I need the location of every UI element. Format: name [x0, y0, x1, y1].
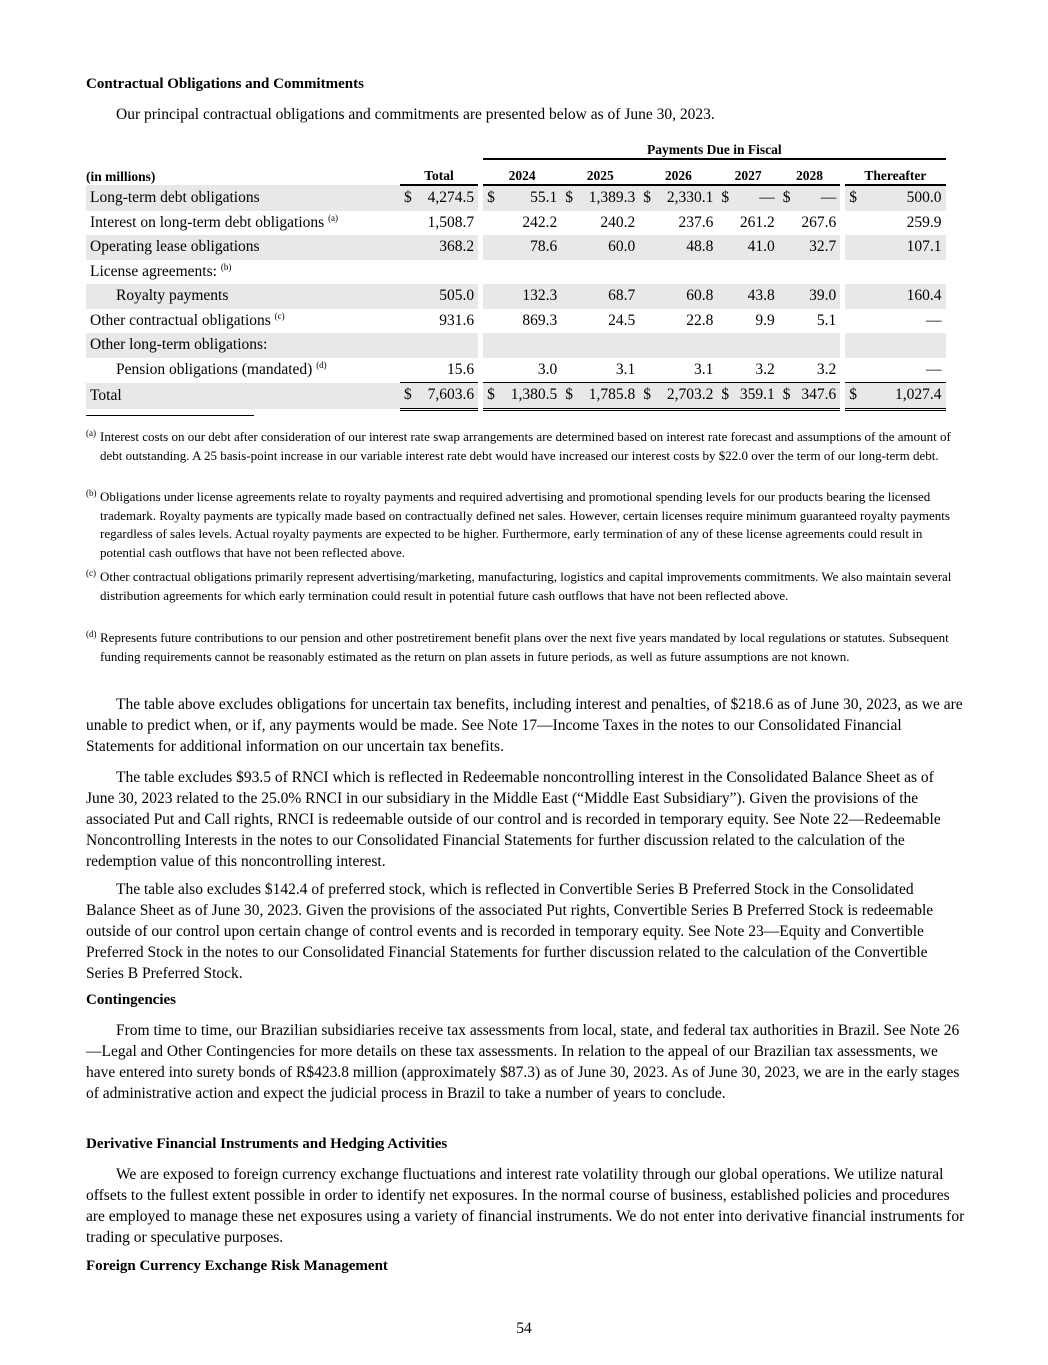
table-cell [400, 260, 478, 285]
section-heading: Derivative Financial Instruments and Hedging Activities [86, 1136, 448, 1152]
currency-symbol: $ [643, 386, 652, 404]
intro-paragraph: Our principal contractual obligations and commitments are presented below as of June 30, 2023. [116, 106, 715, 123]
currency-symbol: $ [721, 189, 730, 207]
cell-value: 68.7 [608, 287, 636, 305]
currency-symbol: $ [782, 189, 791, 207]
table-cell [561, 211, 639, 236]
currency-symbol: $ [782, 386, 791, 404]
footnote-text: Interest costs on our debt after consideration of our interest rate swap arrangements are determined based on interest rate forecast and assumptions of the amount of debt outstanding. A 25 basis-point increase in our variable interest rate debt would have increased our interest costs by $22.0 over the term of our long-term debt. [100, 429, 951, 463]
row-label [86, 309, 400, 334]
table-cell [845, 235, 945, 260]
row-label-text: Other long-term obligations: [90, 336, 268, 354]
cell-value: 1,380.5 [510, 386, 558, 404]
footnote-ref: (c) [274, 311, 285, 322]
table-cell [561, 333, 639, 358]
table-cell [639, 185, 717, 211]
row-label [86, 235, 400, 260]
row-label [86, 185, 400, 211]
row-label-text: Other contractual obligations [90, 312, 271, 330]
cell-value: 3.2 [755, 360, 775, 378]
footnote-text: Other contractual obligations primarily represent advertising/marketing, manufacturing, logistics and capital improvements commitments. We also maintain several distribution agreements for which early termination could result in potential future cash outflows that have not been reflected above. [100, 569, 952, 603]
row-label-text: Pension obligations (mandated) [116, 361, 313, 379]
cell-value: 3.0 [537, 360, 558, 378]
table-row [86, 260, 962, 285]
cell-value: 43.8 [747, 287, 775, 305]
page-number: 54 [516, 1320, 532, 1337]
table-cell [400, 284, 478, 309]
cell-value: 505.0 [439, 287, 475, 305]
row-label [86, 260, 400, 285]
table-cell [779, 333, 840, 358]
cell-value: 261.2 [739, 213, 775, 231]
table-cell [717, 211, 778, 236]
table-cell [400, 309, 478, 334]
row-label [86, 358, 400, 383]
cell-value: 242.2 [522, 213, 558, 231]
cell-value: 7,603.6 [427, 386, 475, 404]
currency-symbol: $ [487, 386, 495, 404]
table-cell [561, 260, 639, 285]
group-header-row [86, 134, 962, 159]
cell-value: 500.0 [906, 189, 942, 207]
table-row [86, 185, 962, 211]
table-cell [845, 358, 945, 383]
footnote [86, 428, 966, 465]
cell-value: 1,027.4 [895, 386, 942, 404]
currency-symbol: $ [565, 189, 573, 207]
cell-value: — [759, 189, 775, 207]
cell-value: 240.2 [600, 213, 636, 231]
cell-value: 3.1 [615, 360, 636, 378]
table-cell [400, 333, 478, 358]
cell-value: 5.1 [816, 311, 837, 329]
column-header: 2025 [561, 159, 639, 186]
table-cell [639, 333, 717, 358]
cell-value: 347.6 [801, 386, 837, 404]
row-label [86, 333, 400, 358]
cell-value: 60.8 [686, 287, 714, 305]
row-label-text: Long-term debt obligations [90, 188, 260, 206]
footnote [86, 488, 966, 562]
table-cell [845, 211, 945, 236]
table-cell [845, 185, 945, 211]
footnote [86, 629, 966, 666]
footnote-text: Obligations under license agreements relate to royalty payments and required advertising and promotional spending levels for our products bearing the licensed trademark. Royalty payments are typically made based on contractually defined net sales. However, certain licenses require minimum guaranteed royalty payments regardless of sales levels. Actual royalty payments are expected to be higher. Furthermore, early termination of any of these license agreements could result in potential cash outflows that have not been reflected above. [100, 489, 950, 560]
currency-symbol: $ [643, 189, 652, 207]
paragraph: From time to time, our Brazilian subsidiaries receive tax assessments from local, state, and federal tax authorities in Brazil. See Note 26—Legal and Other Contingencies for more details on these tax assessments. In relation to the appeal of our Brazilian tax assessments, we have entered into surety bonds of R$423.8 million (approximately $87.3) as of June 30, 2023. As of June 30, 2023, we are in the early stages of administrative action and expect the judicial process in Brazil to take a number of years to conclude. [86, 1022, 960, 1102]
paragraph: The table excludes $93.5 of RNCI which is reflected in Redeemable noncontrolling interest in the Consolidated Balance Sheet as of June 30, 2023 related to the 25.0% RNCI in our subsidiary in the Middle East (“Middle East Subsidiary”). Given the provisions of the associated Put and Call rights, RNCI is redeemable outside of our control and is recorded in temporary equity. See Note 22—Redeemable Noncontrolling Interests in the notes to our Consolidated Financial Statements for further discussion related to the calculation of the redemption value of this noncontrolling interest. [86, 769, 941, 870]
cell-value: 9.9 [755, 311, 775, 329]
column-header: 2026 [639, 159, 717, 186]
row-label [86, 211, 400, 236]
cell-value: — [926, 360, 942, 378]
currency-symbol: $ [849, 386, 857, 404]
table-cell [483, 358, 561, 383]
column-header: (in millions) [86, 169, 156, 184]
table-cell [717, 284, 778, 309]
table-row [86, 383, 962, 410]
currency-symbol: $ [849, 189, 857, 207]
row-label-text: Operating lease obligations [90, 238, 260, 256]
footnote-mark: (a) [86, 428, 96, 438]
cell-value: 869.3 [522, 311, 558, 329]
table-cell [717, 185, 778, 211]
table-cell [779, 260, 840, 285]
table-cell [717, 333, 778, 358]
footnote-mark: (c) [86, 568, 96, 578]
table-cell [483, 185, 561, 211]
table-cell [717, 235, 778, 260]
table-cell [483, 211, 561, 236]
table-cell [400, 358, 478, 383]
cell-value: 3.2 [816, 360, 837, 378]
currency-symbol: $ [404, 189, 412, 207]
table-cell [845, 333, 945, 358]
cell-value: 368.2 [439, 238, 475, 256]
row-label-text: License agreements: [90, 263, 217, 281]
table-cell [639, 358, 717, 383]
table-cell [779, 235, 840, 260]
table-cell [639, 383, 717, 410]
paragraph: The table above excludes obligations for uncertain tax benefits, including interest and penalties, of $218.6 as of June 30, 2023, as we are unable to predict when, or if, any payments would be made. See Note 17—Income Taxes in the notes to our Consolidated Financial Statements for additional information on our uncertain tax benefits. [86, 696, 963, 755]
column-header: Total [400, 159, 478, 186]
table-row [86, 309, 962, 334]
table-cell [561, 309, 639, 334]
table-cell [717, 358, 778, 383]
row-label-text: Interest on long-term debt obligations [90, 214, 325, 232]
cell-value: 32.7 [809, 238, 837, 256]
footnote [86, 568, 966, 605]
cell-value: 41.0 [747, 238, 775, 256]
table-cell [400, 235, 478, 260]
section-heading: Contractual Obligations and Commitments [86, 76, 364, 92]
obligations-table [86, 134, 962, 411]
footnote-ref: (d) [316, 360, 327, 371]
table-row [86, 333, 962, 358]
cell-value: 1,785.8 [588, 386, 636, 404]
paragraph: The table also excludes $142.4 of preferred stock, which is reflected in Convertible Series B Preferred Stock in the Consolidated Balance Sheet as of June 30, 2023. Given the provisions of the associated Put rights, Convertible Series B Preferred Stock is redeemable outside of our control upon certain change of control events and is recorded in temporary equity. See Note 23—Equity and Convertible Preferred Stock in the notes to our Consolidated Financial Statements for further discussion related to the calculation of the Convertible Series B Preferred Stock. [86, 881, 934, 982]
cell-value: 22.8 [686, 311, 714, 329]
cell-value: 55.1 [530, 189, 558, 207]
cell-value: 60.0 [608, 238, 636, 256]
table-row [86, 235, 962, 260]
currency-symbol: $ [565, 386, 573, 404]
table-row [86, 211, 962, 236]
table-cell [561, 383, 639, 410]
cell-value: 1,508.7 [427, 213, 475, 231]
column-header-row [86, 159, 962, 186]
footnote-mark: (d) [86, 629, 97, 639]
paragraph: We are exposed to foreign currency exchange fluctuations and interest rate volatility through our global operations. We utilize natural offsets to the fullest extent possible in order to identify net exposures. In the normal course of business, established policies and procedures are employed to manage these net exposures using a variety of financial instruments. We do not enter into derivative financial instruments for trading or speculative purposes. [86, 1166, 965, 1246]
cell-value: 4,274.5 [427, 189, 475, 207]
table-cell [845, 383, 945, 410]
table-cell [779, 211, 840, 236]
section-heading: Foreign Currency Exchange Risk Management [86, 1258, 388, 1274]
column-header: 2028 [779, 159, 840, 186]
cell-value: 931.6 [439, 311, 475, 329]
cell-value: 259.9 [906, 213, 942, 231]
table-cell [717, 260, 778, 285]
table-cell [845, 284, 945, 309]
group-header: Payments Due in Fiscal [483, 134, 945, 159]
table-cell [400, 211, 478, 236]
cell-value: 132.3 [522, 287, 558, 305]
cell-value: 107.1 [906, 238, 942, 256]
footnote-divider [86, 415, 254, 416]
cell-value: 2,330.1 [666, 189, 714, 207]
column-header: 2024 [483, 159, 561, 186]
table-row [86, 284, 962, 309]
cell-value: — [926, 311, 942, 329]
table-cell [779, 309, 840, 334]
cell-value: 48.8 [686, 238, 714, 256]
cell-value: 359.1 [739, 386, 775, 404]
column-header: 2027 [717, 159, 778, 186]
currency-symbol: $ [487, 189, 495, 207]
footnote-ref: (a) [328, 213, 339, 224]
row-label [86, 284, 400, 309]
table-cell [483, 333, 561, 358]
cell-value: 267.6 [801, 213, 837, 231]
cell-value: 78.6 [530, 238, 558, 256]
table-cell [561, 185, 639, 211]
row-label [86, 383, 400, 410]
table-cell [845, 309, 945, 334]
table-cell [400, 185, 478, 211]
currency-symbol: $ [404, 386, 412, 404]
table-row [86, 358, 962, 383]
table-cell [639, 284, 717, 309]
table-cell [717, 383, 778, 410]
table-cell [483, 284, 561, 309]
table-cell [483, 309, 561, 334]
table-cell [561, 235, 639, 260]
table-cell [483, 383, 561, 410]
column-header: Thereafter [845, 159, 945, 186]
cell-value: 39.0 [809, 287, 837, 305]
cell-value: 24.5 [608, 311, 636, 329]
row-label-text: Total [90, 386, 122, 404]
table-cell [561, 358, 639, 383]
cell-value: 3.1 [694, 360, 714, 378]
table-cell [483, 260, 561, 285]
cell-value: — [820, 189, 837, 207]
table-cell [400, 383, 478, 410]
cell-value: 2,703.2 [666, 386, 714, 404]
table-cell [845, 260, 945, 285]
table-cell [779, 358, 840, 383]
table-cell [779, 185, 840, 211]
footnote-text: Represents future contributions to our pension and other postretirement benefit plans over the next five years mandated by local regulations or statutes. Subsequent funding requirements cannot be reasonably estimated as the return on plan assets in future periods, as well as future assumptions are not known. [100, 630, 949, 664]
cell-value: 15.6 [446, 360, 475, 378]
table-cell [779, 284, 840, 309]
footnote-mark: (b) [86, 488, 97, 498]
cell-value: 237.6 [678, 213, 714, 231]
table-cell [639, 211, 717, 236]
table-cell [561, 284, 639, 309]
footnote-ref: (b) [220, 262, 232, 273]
currency-symbol: $ [721, 386, 730, 404]
section-heading: Contingencies [86, 992, 176, 1008]
cell-value: 1,389.3 [588, 189, 636, 207]
table-cell [717, 309, 778, 334]
table-cell [639, 260, 717, 285]
table-cell [639, 235, 717, 260]
cell-value: 160.4 [906, 287, 942, 305]
table-cell [483, 235, 561, 260]
table-cell [779, 383, 840, 410]
row-label-text: Royalty payments [116, 287, 229, 305]
table-cell [639, 309, 717, 334]
